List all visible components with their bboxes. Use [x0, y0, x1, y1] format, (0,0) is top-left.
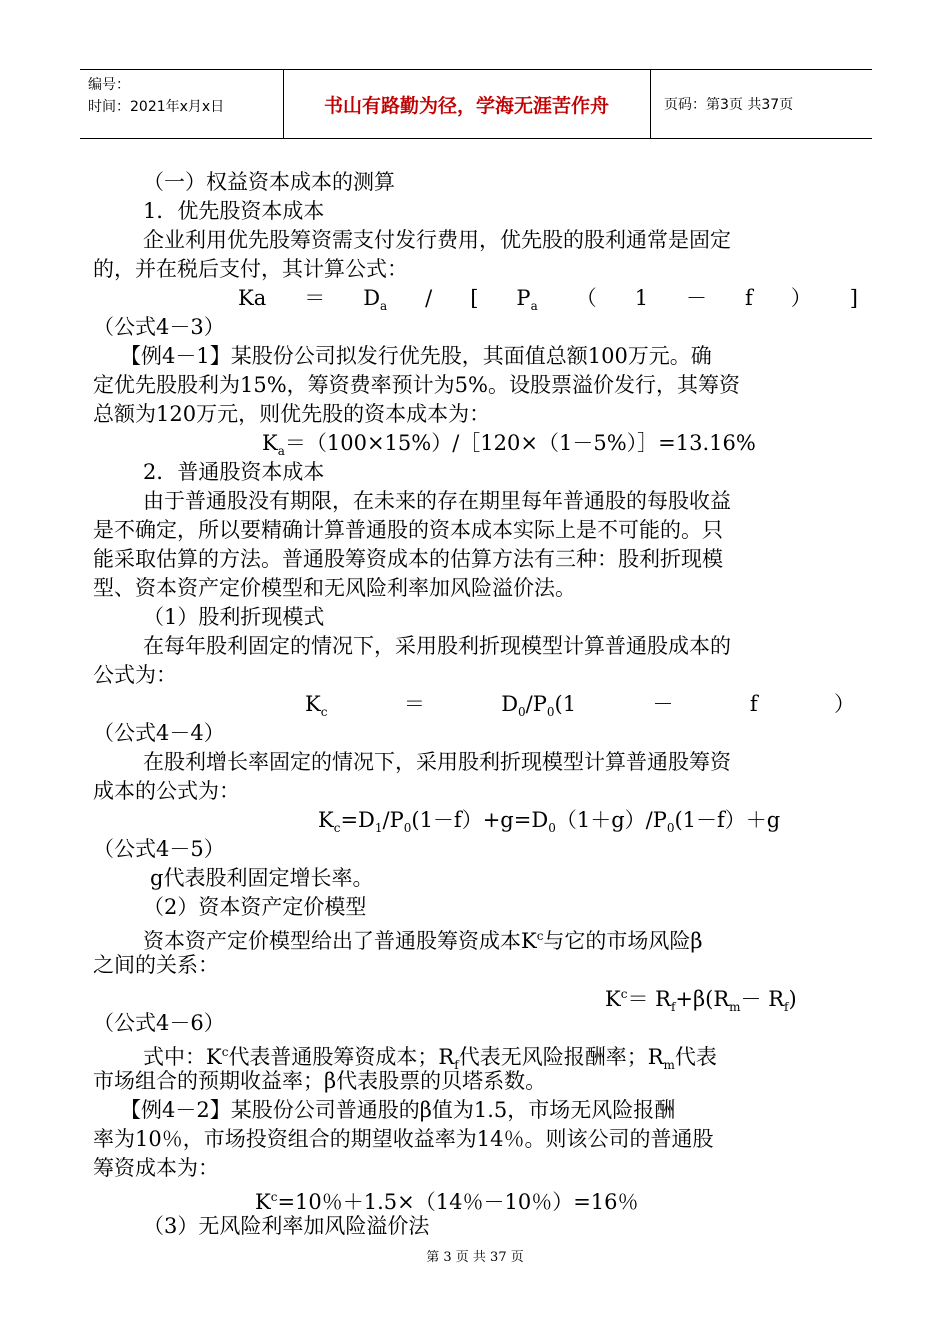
paragraph-line: 在每年股利固定的情况下，采用股利折现模型计算普通股成本的 [143, 634, 731, 658]
example-formula: $K_a=(100\times 15\%)/[120\times(1-5\%)]=13.16\%$ [262, 431, 756, 459]
example-line: 定优先股股利为15%，筹资费率预计为5%。设股票溢价发行，其筹资 [93, 373, 740, 397]
example-line: 筹资成本为： [93, 1156, 219, 1180]
formula-label: （公式4－3） [93, 315, 225, 339]
formula-term: ） [790, 286, 812, 310]
subsection-heading: （2）资本资产定价模型 [143, 895, 367, 919]
subsection-heading: 2．普通股资本成本 [143, 460, 325, 484]
formula-label: （公式4－5） [93, 837, 225, 861]
formula-label: （公式4－6） [93, 1011, 225, 1035]
formula-label: （公式4－4） [93, 721, 225, 745]
paragraph-line: 是不确定，所以要精确计算普通股的资本成本实际上是不可能的。只 [93, 518, 723, 542]
formula-term: （ [575, 286, 597, 310]
formula-term: $D_a$ [363, 286, 388, 314]
formula-4-6: $K^c= R_f+\beta(R_m- R_f)$ [605, 987, 797, 1015]
paragraph-line: 的，并在税后支付，其计算公式： [93, 257, 408, 281]
page-header [80, 69, 872, 139]
subsection-heading: 1．优先股资本成本 [143, 199, 325, 223]
paragraph-line: 成本的公式为： [93, 779, 240, 803]
page-footer: 第 3 页 共 37 页 [426, 1250, 524, 1265]
formula-term: － [652, 692, 674, 716]
paragraph-line: 市场组合的预期收益率；β代表股票的贝塔系数。 [93, 1069, 547, 1093]
formula-4-5: $K_c=D_1/P_0(1-f)+g=D_0(1+g)/P_0(1-f)+g$ [318, 808, 781, 836]
example-line: 【例4－1】某股份公司拟发行优先股，其面值总额100万元。确 [120, 344, 712, 368]
paragraph-line: 公式为： [93, 663, 177, 687]
subsection-heading: （1）股利折现模式 [143, 605, 325, 629]
formula-term: － [686, 286, 708, 310]
formula-term: ） [834, 692, 855, 716]
section-heading: （一）权益资本成本的测算 [143, 170, 395, 194]
formula-term: f [745, 286, 753, 310]
document-date-label: 时间：2021年x月x日 [88, 99, 225, 115]
document-number-label: 编号： [88, 77, 130, 93]
formula-term: Ka [238, 286, 267, 310]
paragraph-line: 能采取估算的方法。普通股筹资成本的估算方法有三种：股利折现模 [93, 547, 723, 571]
paragraph-line: 资本资产定价模型给出了普通股筹资成本$K^c$与它的市场风险β [143, 929, 703, 953]
formula-term: ＝ [304, 286, 326, 310]
formula-term: ] [849, 286, 858, 310]
paragraph-line: 由于普通股没有期限，在未来的存在期里每年普通股的每股收益 [143, 489, 731, 513]
formula-term: $K_c$ [305, 692, 328, 720]
header-motto: 书山有路勤为径，学海无涯苦作舟 [323, 94, 609, 117]
subsection-heading: （3）无风险利率加风险溢价法 [143, 1214, 430, 1238]
formula-term: [ [470, 286, 479, 310]
paragraph-line: 式中：$K^c$代表普通股筹资成本；$R_f$代表无风险报酬率；$R_m$代表 [143, 1045, 717, 1073]
paragraph-line: 在股利增长率固定的情况下，采用股利折现模型计算普通股筹资 [143, 750, 731, 774]
example-line: 总额为120万元，则优先股的资本成本为： [93, 402, 491, 426]
header-meta [88, 74, 224, 118]
paragraph-line: 之间的关系： [93, 953, 219, 977]
example-line: 【例4－2】某股份公司普通股的β值为1.5，市场无风险报酬 [120, 1098, 676, 1122]
formula-term: $P_a$ [516, 286, 538, 314]
formula-term: f [749, 692, 758, 716]
paragraph-line: g代表股利固定增长率。 [150, 866, 374, 890]
formula-term: ＝ [403, 692, 425, 716]
paragraph-line: 型、资本资产定价模型和无风险利率加风险溢价法。 [93, 576, 576, 600]
formula-term: $D_0/P_0(1$ [501, 692, 577, 720]
example-formula: $K^c=10$％＋1.5×（14％－10％）=16％ [255, 1190, 639, 1214]
formula-term: 1 [634, 286, 649, 310]
formula-term: / [425, 286, 433, 310]
header-divider [650, 70, 651, 138]
paragraph-line: 企业利用优先股筹资需支付发行费用，优先股的股利通常是固定 [143, 228, 731, 252]
example-line: 率为10％，市场投资组合的期望收益率为14％。则该公司的普通股 [93, 1127, 714, 1151]
header-page-number: 页码：第3页 共37页 [664, 97, 794, 113]
